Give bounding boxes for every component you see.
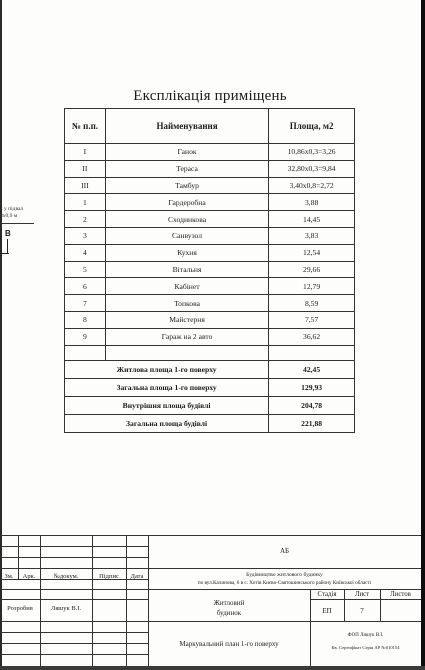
total-label: Загальна площа 1-го поверху: [65, 378, 269, 396]
side-note-line2: 8х0,9 м: [0, 213, 18, 219]
row-number: II: [65, 160, 106, 177]
total-row: [65, 414, 355, 432]
empty-row: [65, 345, 355, 360]
total-label: Загальна площа будівлі: [65, 414, 269, 432]
section-marker-stem: [7, 239, 8, 253]
col-header-sheet: Арк.: [22, 573, 36, 580]
explication-title: Експлікація приміщень: [133, 88, 287, 104]
room-name: Вітальня: [105, 261, 268, 278]
total-row: [65, 378, 355, 396]
room-name: Тераса: [105, 160, 268, 177]
room-area: 8,59: [269, 295, 355, 312]
project-line1: Будівництво житлового будинку: [246, 572, 323, 578]
table-row: [65, 194, 355, 211]
header-number: № п.п.: [65, 109, 106, 144]
table-row: [65, 177, 355, 194]
room-area: 12,79: [269, 278, 355, 295]
room-name: Сходинкова: [105, 211, 268, 228]
room-name: Кухня: [105, 244, 268, 261]
stage-label: Стадія: [317, 591, 337, 598]
col-header-change: Зм.: [4, 573, 14, 580]
total-value: 221,88: [269, 414, 355, 432]
room-name: Гараж на 2 авто: [105, 328, 268, 345]
total-row: [65, 396, 355, 414]
col-header-signature: Підпис: [99, 573, 119, 580]
table-row: [65, 211, 355, 228]
company-name: ФОП Ляшук В.І.: [347, 633, 384, 638]
table-row: [65, 311, 355, 328]
total-value: 129,93: [269, 378, 355, 396]
room-area: 32,80х0,3=9,84: [269, 160, 355, 177]
developer-role: Розробив: [7, 605, 33, 612]
table-header-row: [65, 109, 355, 144]
table-row: [65, 295, 355, 312]
frame-bottom-border: [0, 666, 425, 670]
room-area: 7,57: [269, 311, 355, 328]
object-line2: будинок: [216, 609, 242, 617]
project-code: АБ: [279, 547, 290, 555]
room-area: 10,86х0,3=3,26: [269, 144, 355, 161]
col-header-date: Дата: [130, 573, 144, 580]
room-name: Кабінет: [105, 278, 268, 295]
room-name: Санвузол: [105, 227, 268, 244]
total-value: 204,78: [269, 396, 355, 414]
company-certificate: Кв. Сертифікат Серія АР №010154: [331, 645, 400, 650]
row-number: III: [65, 177, 106, 194]
room-name: Ганок: [105, 144, 268, 161]
frame-right-border: [421, 0, 425, 670]
room-name: Майстерня: [105, 311, 268, 328]
row-number: 8: [65, 311, 106, 328]
row-number: I: [65, 144, 106, 161]
header-name: Найменування: [105, 109, 268, 144]
room-area: 29,66: [269, 261, 355, 278]
row-number: 1: [65, 194, 106, 211]
sheets-label: Листов: [390, 591, 411, 598]
section-marker-base: [0, 253, 9, 254]
side-underline: [0, 223, 34, 224]
room-name: Гардеробна: [105, 194, 268, 211]
object-line1: Житловий: [213, 599, 245, 607]
table-row: [65, 144, 355, 161]
row-number: 3: [65, 227, 106, 244]
room-area: 3,40х0,8=2,72: [269, 177, 355, 194]
room-area: 14,45: [269, 211, 355, 228]
row-number: 2: [65, 211, 106, 228]
header-area: Площа, м2: [269, 109, 355, 144]
room-area: 12,54: [269, 244, 355, 261]
sheet-label: Лист: [354, 591, 370, 598]
side-note: [0, 206, 23, 220]
stage-value: ЕП: [322, 607, 332, 615]
room-area: 36,62: [269, 328, 355, 345]
room-area: 3,88: [269, 194, 355, 211]
total-value: 42,45: [269, 360, 355, 378]
table-row: [65, 278, 355, 295]
project-line2: по вул.Калинова, 6 в с. Хотів Києво-Святошинського району Київської області: [197, 580, 372, 586]
developer-name: Ляшук В.І.: [50, 605, 82, 612]
total-label: Житлова площа 1-го поверху: [65, 360, 269, 378]
explication-table: [64, 108, 355, 433]
side-note-line1: к у підвал: [0, 206, 24, 212]
table-row: [65, 227, 355, 244]
table-row: [65, 160, 355, 177]
total-label: Внутрішня площа будівлі: [65, 396, 269, 414]
col-header-docnum: №докум.: [53, 573, 79, 580]
table-row: [65, 244, 355, 261]
row-number: 5: [65, 261, 106, 278]
title-block: [0, 535, 421, 666]
room-name: Топкова: [105, 295, 268, 312]
total-row: [65, 360, 355, 378]
table-row: [65, 328, 355, 345]
drawing-title: Маркувальний план 1-го поверху: [179, 640, 279, 648]
row-number: 6: [65, 278, 106, 295]
section-marker: В: [5, 229, 11, 238]
row-number: 7: [65, 295, 106, 312]
room-name: Тамбур: [105, 177, 268, 194]
sheet-value: 7: [360, 607, 364, 615]
table-row: [65, 261, 355, 278]
row-number: 4: [65, 244, 106, 261]
room-area: 3,83: [269, 227, 355, 244]
row-number: 9: [65, 328, 106, 345]
